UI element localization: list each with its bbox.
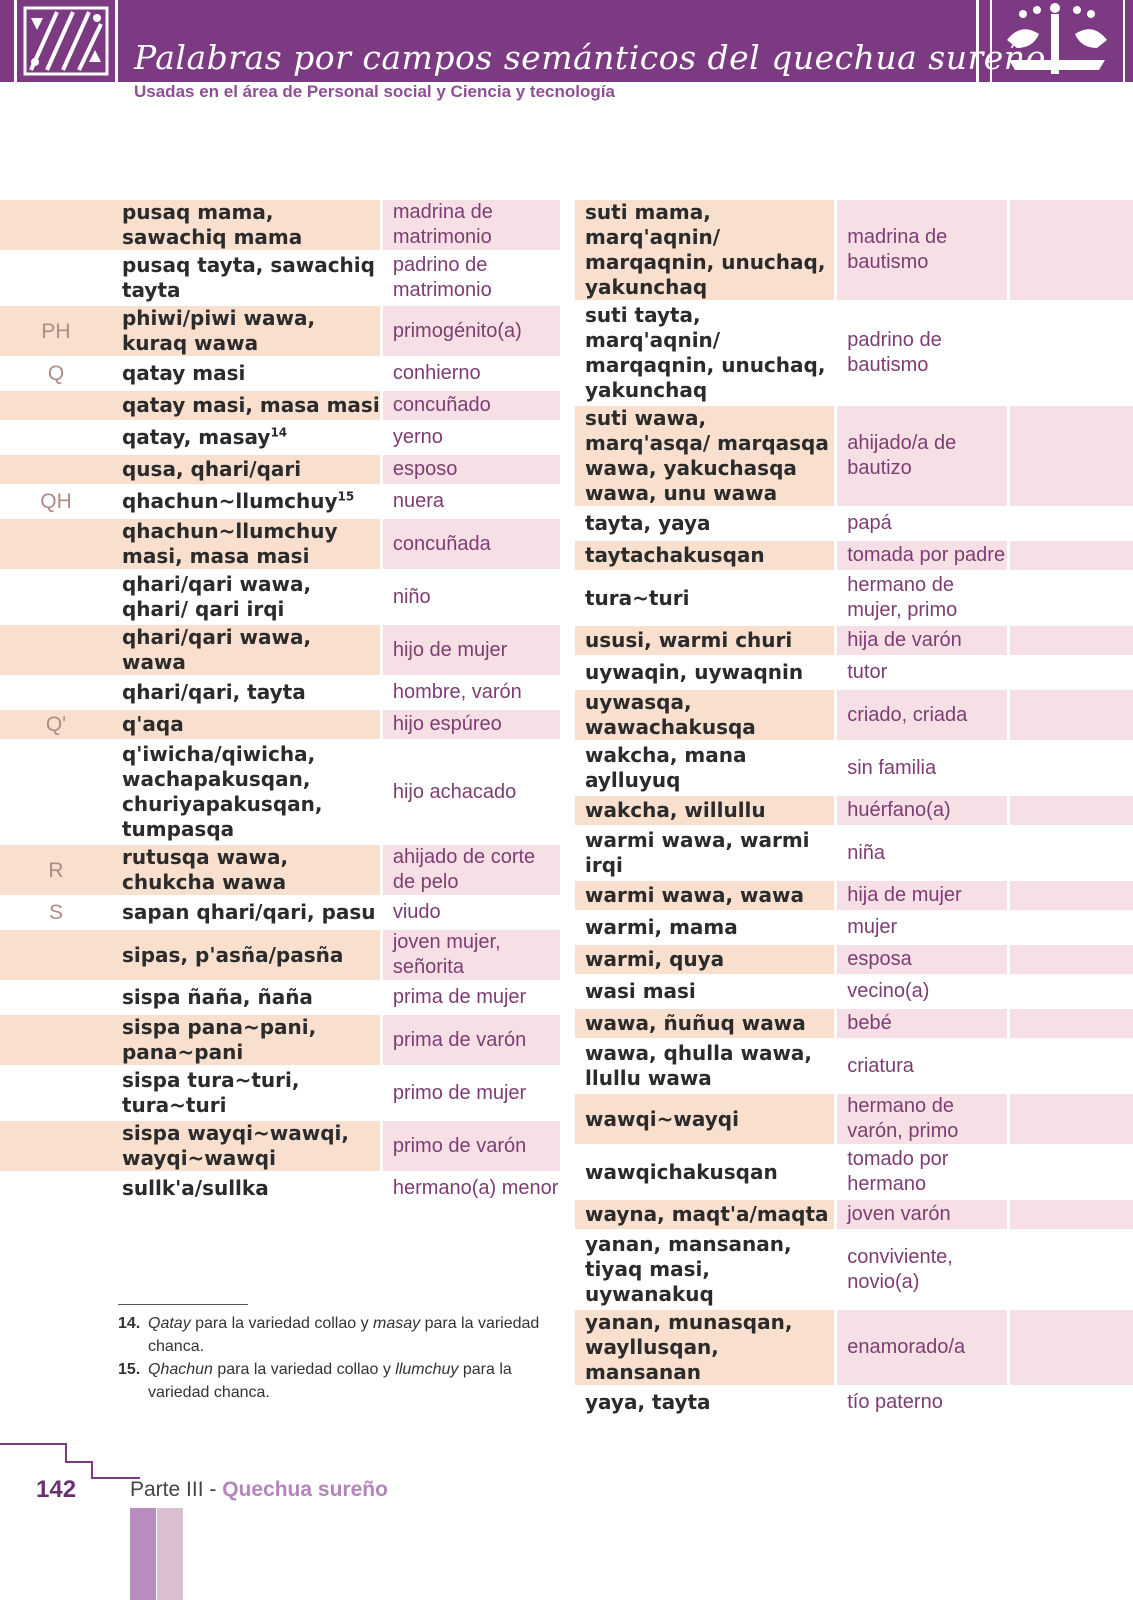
- footnote-divider: [118, 1304, 248, 1305]
- letter-cell: [0, 625, 112, 675]
- quechua-term: [112, 845, 380, 895]
- quechua-term-text: sispa ñaña, ñaña: [121, 985, 313, 1009]
- row-tail: [1010, 1041, 1133, 1091]
- quechua-term: taytachakusqan: [575, 541, 834, 570]
- spanish-translation: vecino(a): [847, 980, 930, 1002]
- quechua-term: wakcha, willullu: [575, 796, 834, 825]
- row-tail: [1010, 541, 1133, 570]
- footer-tab-pink: [157, 1508, 183, 1600]
- table-row: [575, 690, 1133, 740]
- footnote-text: para la variedad collao y: [212, 1361, 396, 1378]
- table-row: [575, 1388, 1133, 1417]
- quechua-term: [112, 359, 380, 388]
- spanish-translation: tío paterno: [847, 1391, 943, 1413]
- letter-cell: [0, 455, 112, 484]
- quechua-term-text: sispa tura~turi, tura~turi: [121, 1068, 300, 1117]
- footnote-item: [118, 1312, 558, 1358]
- spanish-translation: hijo espúreo: [383, 710, 560, 739]
- quechua-term: tura~turi: [585, 585, 690, 610]
- quechua-term: warmi, quya: [575, 945, 834, 974]
- row-tail: [1010, 796, 1133, 825]
- quechua-term: uywasqa, wawachakusqa: [575, 690, 834, 740]
- table-row: [0, 710, 560, 739]
- table-row: [0, 1174, 560, 1203]
- table-row: [575, 509, 1133, 538]
- table-row: [0, 423, 560, 452]
- spanish-translation: bebé: [837, 1009, 1006, 1038]
- spanish-translation: tomado por hermano: [847, 1148, 949, 1195]
- spanish-translation: tomada por padre: [837, 541, 1006, 570]
- row-tail: [1010, 913, 1133, 942]
- table-row: [0, 845, 560, 895]
- quechua-term: wayna, maqt'a/maqta: [575, 1200, 834, 1229]
- spanish-translation: padrino de matrimonio: [392, 254, 492, 301]
- quechua-term: warmi, mama: [585, 915, 738, 939]
- spanish-translation: primo de mujer: [392, 1081, 527, 1104]
- letter-cell: S: [48, 901, 63, 924]
- table-row: [575, 881, 1133, 910]
- spanish-translation: primogénito(a): [383, 306, 560, 356]
- part-label-text: Parte III -: [130, 1478, 223, 1501]
- table-row: [0, 572, 560, 622]
- table-row: [575, 658, 1133, 687]
- spanish-translation: huérfano(a): [837, 796, 1006, 825]
- footnote-ref: 15: [337, 489, 355, 504]
- quechua-term: [112, 1068, 380, 1118]
- quechua-term-text: qatay masi: [121, 361, 246, 385]
- table-row: [575, 1200, 1133, 1229]
- letter-cell: QH: [40, 490, 72, 513]
- table-row: [0, 1068, 560, 1118]
- quechua-term: ususi, warmi churi: [575, 626, 834, 655]
- quechua-term-text: sispa pana~pani, pana~pani: [121, 1015, 317, 1064]
- spanish-translation: esposa: [837, 945, 1006, 974]
- quechua-term-text: qhachun~llumchuy masi, masa masi: [121, 519, 338, 568]
- quechua-term: [112, 678, 380, 707]
- table-row: [0, 898, 560, 927]
- spanish-translation: criado, criada: [837, 690, 1006, 740]
- quechua-term: yaya, tayta: [585, 1390, 711, 1414]
- table-row: [0, 200, 560, 250]
- row-tail: [1010, 1232, 1133, 1307]
- spanish-translation: ahijado/a de bautizo: [837, 406, 1006, 506]
- quechua-term: wasi masi: [585, 979, 696, 1003]
- table-row: [0, 391, 560, 420]
- row-tail: [1010, 1094, 1133, 1144]
- letter-cell: [0, 1174, 112, 1203]
- decorative-pattern-icon: [14, 0, 118, 82]
- table-row: [575, 541, 1133, 570]
- letter-cell: [0, 1121, 112, 1171]
- quechua-term: suti wawa, marq'asqa/ marqasqa wawa, yakuchasqa wawa, unu wawa: [575, 406, 834, 506]
- table-row: [0, 742, 560, 842]
- spanish-translation: ahijado de corte de pelo: [383, 845, 560, 895]
- spanish-translation: nuera: [392, 490, 444, 512]
- footnotes: [118, 1312, 558, 1404]
- spanish-translation: conviviente, novio(a): [847, 1245, 953, 1293]
- letter-cell: [0, 572, 112, 622]
- quechua-term: [112, 423, 380, 452]
- vocabulary-table-left: [0, 197, 560, 1206]
- row-tail: [1010, 1388, 1133, 1417]
- quechua-term: wawqi~wayqi: [575, 1094, 834, 1144]
- table-row: [575, 303, 1133, 403]
- letter-cell: [0, 519, 112, 569]
- page-title: Palabras por campos semánticos del quechua sureño: [134, 38, 1046, 77]
- footnote-text: llumchuy: [395, 1361, 459, 1378]
- quechua-term: yanan, munasqan, wayllusqan, mansanan: [575, 1310, 834, 1385]
- spanish-translation: padrino de bautismo: [847, 329, 942, 376]
- quechua-term: [112, 710, 380, 739]
- quechua-term-text: sapan qhari/qari, pasu: [121, 900, 376, 924]
- letter-cell: [0, 253, 112, 303]
- spanish-translation: primo de varón: [383, 1121, 560, 1171]
- table-row: [575, 1009, 1133, 1038]
- table-row: [575, 796, 1133, 825]
- spanish-translation: papá: [847, 512, 892, 534]
- row-tail: [1010, 881, 1133, 910]
- row-tail: [1010, 945, 1133, 974]
- quechua-term-text: q'aqa: [121, 712, 184, 736]
- quechua-term-text: qhari/qari wawa, qhari/ qari irqi: [121, 572, 312, 621]
- row-tail: [1010, 200, 1133, 300]
- row-tail: [1010, 573, 1133, 623]
- quechua-term-text: sullk'a/sullka: [121, 1176, 269, 1200]
- footnote-ref: 14: [270, 425, 288, 440]
- table-row: [0, 253, 560, 303]
- row-tail: [1010, 1200, 1133, 1229]
- quechua-term-text: qhari/qari, tayta: [121, 680, 306, 704]
- spanish-translation: niño: [392, 585, 431, 608]
- quechua-term-text: pusaq tayta, sawachiq tayta: [121, 253, 375, 302]
- letter-cell: [0, 1068, 112, 1118]
- quechua-term: [112, 898, 380, 927]
- row-tail: [1010, 626, 1133, 655]
- table-row: [0, 519, 560, 569]
- table-row: [575, 1310, 1133, 1385]
- table-row: [575, 200, 1133, 300]
- table-row: [0, 625, 560, 675]
- footnote-text: Qatay: [148, 1315, 191, 1332]
- spanish-translation: hermano de varón, primo: [837, 1094, 1006, 1144]
- spanish-translation: madrina de bautismo: [837, 200, 1006, 300]
- table-row: [575, 1094, 1133, 1144]
- row-tail: [1010, 406, 1133, 506]
- spanish-translation: hija de varón: [837, 626, 1006, 655]
- table-row: [575, 406, 1133, 506]
- quechua-term: [112, 572, 380, 622]
- table-row: [575, 1232, 1133, 1307]
- table-row: [0, 930, 560, 980]
- quechua-term-text: qusa, qhari/qari: [121, 457, 302, 481]
- table-row: [575, 828, 1133, 878]
- row-tail: [1010, 509, 1133, 538]
- spanish-translation: niña: [847, 841, 886, 864]
- spanish-translation: prima de mujer: [392, 986, 527, 1008]
- quechua-term: warmi wawa, warmi irqi: [585, 828, 810, 877]
- table-row: [575, 573, 1133, 623]
- footnote-number: 15.: [118, 1361, 141, 1378]
- table-row: [0, 359, 560, 388]
- letter-cell: PH: [0, 306, 112, 356]
- footnote-text: para la variedad chanca.: [148, 1315, 540, 1355]
- spanish-translation: madrina de matrimonio: [383, 200, 560, 250]
- quechua-term: suti tayta, marq'aqnin/ marqaqnin, unuchaq, yakunchaq: [585, 303, 826, 402]
- spanish-translation: mujer: [847, 916, 898, 938]
- spanish-translation: enamorado/a: [837, 1310, 1006, 1385]
- quechua-term: [112, 1015, 380, 1065]
- quechua-term-text: qhari/qari wawa, wawa: [121, 625, 312, 674]
- row-tail: [1010, 1147, 1133, 1197]
- row-tail: [1010, 977, 1133, 1006]
- quechua-term-text: qhachun~llumchuy: [121, 489, 338, 513]
- quechua-term: [112, 1121, 380, 1171]
- row-tail: [1010, 1009, 1133, 1038]
- table-row: [575, 626, 1133, 655]
- part-label: [130, 1478, 388, 1502]
- quechua-term-text: rutusqa wawa, chukcha wawa: [121, 845, 289, 894]
- spanish-translation: conhierno: [392, 362, 481, 384]
- spanish-translation: criatura: [847, 1054, 914, 1077]
- letter-cell: Q: [47, 362, 65, 385]
- spanish-translation: hermano(a) menor: [392, 1177, 559, 1199]
- quechua-term: [112, 983, 380, 1012]
- letter-cell: Q': [0, 710, 112, 739]
- quechua-term: [112, 487, 380, 516]
- page-subtitle: Usadas en el área de Personal social y Ciencia y tecnología: [134, 82, 615, 101]
- quechua-term: [112, 930, 380, 980]
- table-row: [575, 1147, 1133, 1197]
- quechua-term-text: sispa wayqi~wawqi, wayqi~wawqi: [121, 1121, 349, 1170]
- spanish-translation: sin familia: [847, 756, 937, 779]
- part-label-accent: Quechua sureño: [222, 1478, 388, 1501]
- spanish-translation: joven varón: [837, 1200, 1006, 1229]
- letter-cell: [0, 423, 112, 452]
- table-row: [0, 1121, 560, 1171]
- table-row: [0, 983, 560, 1012]
- spanish-translation: hija de mujer: [837, 881, 1006, 910]
- row-tail: [1010, 828, 1133, 878]
- letter-cell: [0, 930, 112, 980]
- spanish-translation: hijo de mujer: [383, 625, 560, 675]
- letter-cell: [0, 200, 112, 250]
- quechua-term: wawa, qhulla wawa, llullu wawa: [585, 1041, 813, 1090]
- quechua-term-text: qatay masi, masa masi: [121, 393, 380, 417]
- footer-tab-purple: [130, 1508, 156, 1600]
- quechua-term: [112, 306, 380, 356]
- spanish-translation: joven mujer, señorita: [383, 930, 560, 980]
- quechua-term-text: sipas, p'asña/pasña: [121, 942, 344, 967]
- table-row: [575, 977, 1133, 1006]
- table-row: [0, 455, 560, 484]
- spanish-translation: esposo: [383, 455, 560, 484]
- row-tail: [1010, 1310, 1133, 1385]
- quechua-term-text: q'iwicha/qiwicha, wachapakusqan, churiyapakusqan, tumpasqa: [121, 742, 323, 841]
- spanish-translation: hermano de mujer, primo: [847, 574, 958, 621]
- quechua-term: [112, 625, 380, 675]
- quechua-term: [112, 200, 380, 250]
- spanish-translation: concuñada: [383, 519, 560, 569]
- spanish-translation: hijo achacado: [392, 780, 517, 803]
- quechua-term: wawqichakusqan: [585, 1159, 778, 1184]
- footnote-number: 14.: [118, 1315, 141, 1332]
- letter-cell: [0, 742, 112, 842]
- quechua-term: [112, 519, 380, 569]
- table-row: [575, 743, 1133, 793]
- row-tail: [1010, 658, 1133, 687]
- row-tail: [1010, 743, 1133, 793]
- table-row: [0, 678, 560, 707]
- spanish-translation: prima de varón: [383, 1015, 560, 1065]
- quechua-term: uywaqin, uywaqnin: [585, 660, 804, 684]
- spanish-translation: viudo: [392, 901, 441, 923]
- page-number: 142: [36, 1476, 77, 1503]
- footnote-text: masay: [373, 1315, 421, 1332]
- quechua-term: warmi wawa, wawa: [575, 881, 834, 910]
- row-tail: [1010, 303, 1133, 403]
- spanish-translation: concuñado: [383, 391, 560, 420]
- quechua-term-text: phiwi/piwi wawa, kuraq wawa: [121, 306, 316, 355]
- footnote-item: [118, 1358, 558, 1404]
- spanish-translation: tutor: [847, 661, 888, 683]
- letter-cell: [0, 1015, 112, 1065]
- letter-cell: R: [0, 845, 112, 895]
- spanish-translation: hombre, varón: [392, 681, 522, 703]
- letter-cell: [0, 983, 112, 1012]
- quechua-term: [112, 742, 380, 842]
- table-row: [575, 1041, 1133, 1091]
- letter-cell: [0, 391, 112, 420]
- quechua-term: wakcha, mana aylluyuq: [585, 743, 747, 792]
- table-row: [0, 487, 560, 516]
- quechua-term: [112, 1174, 380, 1203]
- quechua-term: yanan, mansanan, tiyaq masi, uywanakuq: [585, 1232, 792, 1306]
- row-tail: [1010, 690, 1133, 740]
- table-row: [0, 306, 560, 356]
- spanish-translation: yerno: [392, 426, 443, 448]
- quechua-term: tayta, yaya: [585, 511, 711, 535]
- table-row: [575, 913, 1133, 942]
- quechua-term: suti mama, marq'aqnin/ marqaqnin, unuchaq, yakunchaq: [575, 200, 834, 300]
- footnote-text: para la variedad collao y: [190, 1315, 374, 1332]
- vocabulary-table-right: [575, 197, 1133, 1420]
- quechua-term: [112, 253, 380, 303]
- quechua-term: [112, 391, 380, 420]
- footnote-text: para la variedad chanca.: [148, 1361, 512, 1401]
- table-row: [0, 1015, 560, 1065]
- quechua-term: [112, 455, 380, 484]
- quechua-term: wawa, ñuñuq wawa: [575, 1009, 834, 1038]
- footnote-text: Qhachun: [148, 1361, 213, 1378]
- letter-cell: [0, 678, 112, 707]
- table-row: [575, 945, 1133, 974]
- quechua-term-text: pusaq mama, sawachiq mama: [121, 200, 303, 249]
- quechua-term-text: qatay, masay: [121, 425, 271, 449]
